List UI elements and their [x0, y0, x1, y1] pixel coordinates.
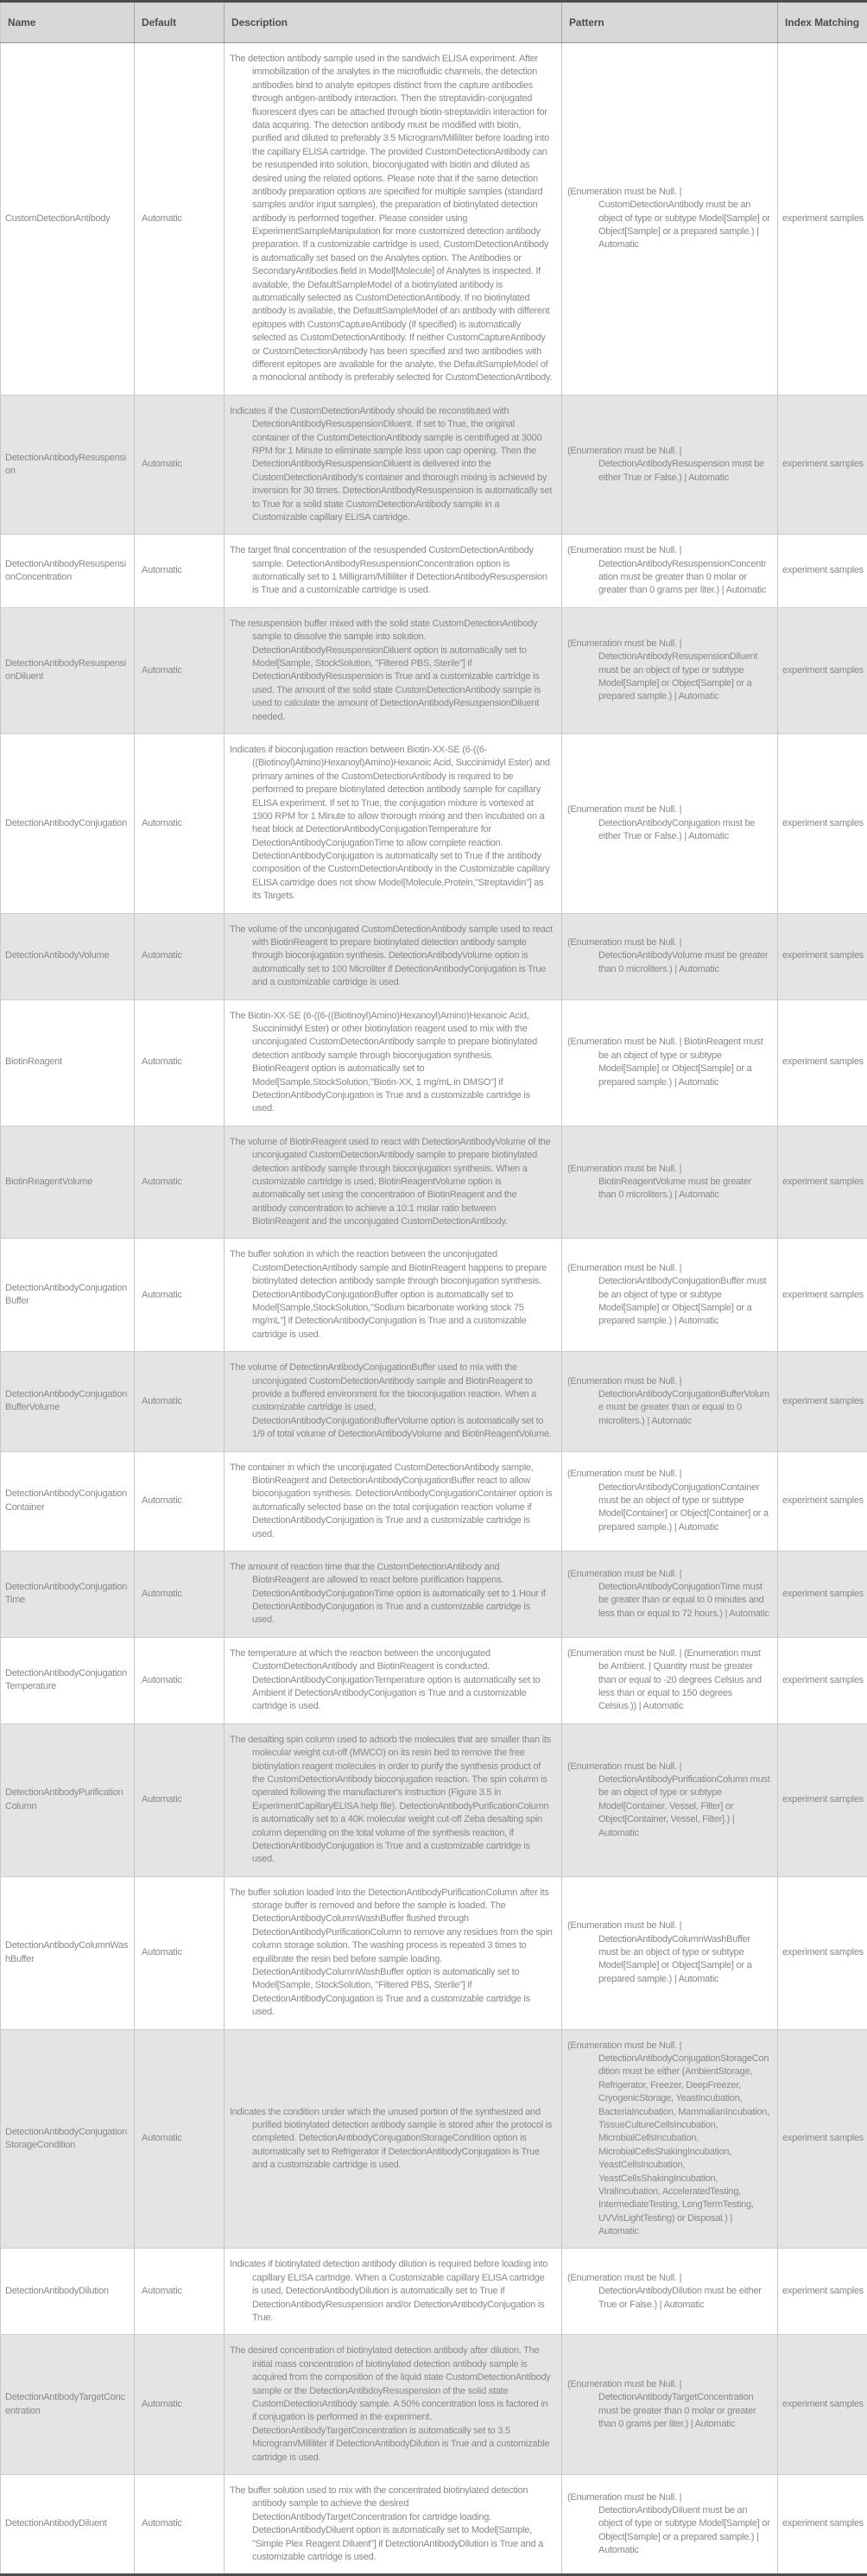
option-name: DetectionAntibodyConjugationBufferVolume: [1, 1352, 135, 1451]
option-default: Automatic: [135, 395, 225, 535]
option-index-matching: experiment samples: [778, 1239, 867, 1352]
option-index-matching: experiment samples: [778, 1637, 867, 1723]
option-name: DetectionAntibodyConjugationBuffer: [1, 1239, 135, 1352]
option-default: Automatic: [135, 733, 225, 913]
option-name: DetectionAntibodyConjugation: [1, 733, 135, 913]
option-pattern: (Enumeration must be Null. | DetectionAntibodyConjugationStorageCondition must be either (AmbientStorage, Refrigerator, Freezer, DeepFreezer, CryogenicStorage, YeastIncubation, BacteriaIncubation, MammalianIncubation, TissueCultureCellsIncubation, MicrobialCellsIncubation, MicrobialCellsShakingIncubation, YeastCellsIncubation, YeastCellsShakingIncubation, ViralIncubation, AcceleratedTesting, IntermediateTesting, LongTermTesting, UVVisLightTesting) or Disposal.) | Automatic: [562, 2029, 778, 2249]
option-default: Automatic: [135, 2335, 225, 2475]
option-pattern: (Enumeration must be Null. | DetectionAntibodyConjugationBuffer must be an object of type or subtype Model[Sample] or Object[Sample] or a prepared sample.) | Automatic: [562, 1239, 778, 1352]
option-pattern: (Enumeration must be Null. | BiotinReagent must be an object of type or subtype Model[Sample] or Object[Sample] or a prepared sample.) | Automatic: [562, 999, 778, 1126]
option-default: Automatic: [135, 1723, 225, 1876]
option-name: BiotinReagent: [1, 999, 135, 1126]
option-index-matching: experiment samples: [778, 733, 867, 913]
option-default: Automatic: [135, 999, 225, 1126]
option-description: The temperature at which the reaction between the unconjugated CustomDetectionAntibody and BiotinReagent is conducted. DetectionAntibodyConjugationTemperature option is automatically set to Ambient if DetectionAntibodyConjugation is True and a customizable cartridge is used.: [225, 1637, 562, 1723]
table-row: [1, 2474, 867, 2574]
option-index-matching: experiment samples: [778, 1876, 867, 2029]
option-pattern: (Enumeration must be Null. | DetectionAntibodyResuspensionConcentration must be greater than 0 molar or greater than 0 grams per liter.) | Automatic: [562, 535, 778, 608]
table-row: [1, 607, 867, 733]
column-header-default: Default: [135, 2, 225, 43]
option-default: Automatic: [135, 607, 225, 733]
table-row: [1, 1239, 867, 1352]
option-name: CustomDetectionAntibody: [1, 43, 135, 396]
option-pattern: (Enumeration must be Null. | DetectionAntibodyResuspensionDiluent must be an object of type or subtype Model[Sample] or Object[Sample] or a prepared sample.) | Automatic: [562, 607, 778, 733]
option-default: Automatic: [135, 1637, 225, 1723]
option-default: Automatic: [135, 1239, 225, 1352]
option-pattern: (Enumeration must be Null. | DetectionAntibodyConjugationTime must be greater than or equal to 0 minutes and less than or equal to 72 hours.) | Automatic: [562, 1551, 778, 1637]
option-description: Indicates the condition under which the unused portion of the synthesized and purified biotinylated detection antibody sample is stored after the protocol is completed. DetectionAntibodyConjugationStorageCondition option is automatically set to Refrigerator if DetectionAntibodyConjugation is True and a customizable cartridge is used.: [225, 2029, 562, 2249]
option-name: DetectionAntibodyResuspensionConcentration: [1, 535, 135, 608]
option-pattern: (Enumeration must be Null. | DetectionAntibodyDiluent must be an object of type or subtype Model[Sample] or Object[Sample] or a prepared sample.) | Automatic: [562, 2474, 778, 2574]
option-name: DetectionAntibodyConjugationTime: [1, 1551, 135, 1637]
option-index-matching: experiment samples: [778, 1352, 867, 1451]
column-header-index-matching: Index Matching: [778, 2, 867, 43]
option-name: DetectionAntibodyResuspension: [1, 395, 135, 535]
option-default: Automatic: [135, 1876, 225, 2029]
option-name: DetectionAntibodyDiluent: [1, 2474, 135, 2574]
option-default: Automatic: [135, 1551, 225, 1637]
option-index-matching: experiment samples: [778, 2249, 867, 2335]
option-pattern: (Enumeration must be Null. | BiotinReagentVolume must be greater than 0 microliters.) | Automatic: [562, 1126, 778, 1239]
option-name: DetectionAntibodyDilution: [1, 2249, 135, 2335]
option-index-matching: experiment samples: [778, 2029, 867, 2249]
option-index-matching: experiment samples: [778, 913, 867, 999]
table-row: [1, 1551, 867, 1637]
table-row: [1, 535, 867, 608]
table-row: [1, 1126, 867, 1239]
option-description: The volume of the unconjugated CustomDetectionAntibody sample used to react with BiotinReagent to prepare biotinylated detection antibody sample through bioconjugation synthesis. DetectionAntibodyVolume option is automatically set to 100 Microliter if DetectionAntibodyConjugation is True and a customizable cartridge is used.: [225, 913, 562, 999]
option-name: DetectionAntibodyConjugationTemperature: [1, 1637, 135, 1723]
option-pattern: (Enumeration must be Null. | DetectionAntibodyResuspension must be either True or False.) | Automatic: [562, 395, 778, 535]
table-row: [1, 395, 867, 535]
option-index-matching: experiment samples: [778, 1126, 867, 1239]
table-row: [1, 999, 867, 1126]
option-description: The detection antibody sample used in the sandwich ELISA experiment. After immobilization of the analytes in the microfluidic channels, the detection antibodies bind to analyte epitopes distinct from the capture antibodies through antigen-antibody interaction. Then the streptavidin-conjugated fluorescent dyes can be attached through biotin-streptavidin interaction for data acquiring. The detection antibody must be modified with biotin, purified and diluted to preferably 3.5 Microgram/Milliliter before loading into the capillary ELISA cartridge. The provided CustomDetectionAntibody can be resuspended into solution, bioconjugated with biotin and diluted as desired using the related options. Please note that if the same detection antibody preparation options are specified for multiple samples (standard samples and/or input samples), the preparation of biotinylated detection antibody is performed together. Please consider using ExperimentSampleManipulation for more customized detection antibody preparation. If a customizable cartridge is used, CustomDetectionAntibody is automatically set based on the Analytes option. The Antibodies or SecondaryAntibodies field in Model[Molecule] of Analytes is inspected. If available, the DefaultSampleModel of a biotinylated antibody is automatically selected as CustomDetectionAntibody. If no biotinylated antibody is available, the DefaultSampleModel of an antibody with different epitopes with CustomCaptureAntibody (if specified) is automatically selected as CustomDetectionAntibody. If neither CustomCaptureAntibody or CustomDetectionAntibody has been specified and two antibodies with different epitopes are available for the analyte, the DefaultSampleModel of a monoclonal antibody is preferably selected for CustomDetectionAntibody.: [225, 43, 562, 396]
option-pattern: (Enumeration must be Null. | DetectionAntibodyVolume must be greater than 0 microliters.) | Automatic: [562, 913, 778, 999]
column-header-pattern: Pattern: [562, 2, 778, 43]
option-name: DetectionAntibodyTargetConcentration: [1, 2335, 135, 2475]
option-default: Automatic: [135, 1352, 225, 1451]
option-default: Automatic: [135, 2249, 225, 2335]
option-description: The buffer solution used to mix with the concentrated biotinylated detection antibody sample to achieve the desired DetectionAntibodyTargetConcentration for cartridge loading. DetectionAntibodyDiluent option is automatically set to Model[Sample, "Simple Plex Reagent Diluent"] if DetectionAntibodyDilution is True and a customizable cartridge is used.: [225, 2474, 562, 2574]
table-row: [1, 2335, 867, 2475]
option-pattern: (Enumeration must be Null. | CustomDetectionAntibody must be an object of type or subtype Model[Sample] or Object[Sample] or a prepared sample.) | Automatic: [562, 43, 778, 396]
table-row: [1, 1723, 867, 1876]
column-header-name: Name: [1, 2, 135, 43]
option-pattern: (Enumeration must be Null. | (Enumeration must be Ambient. | Quantity must be greater than or equal to -20 degrees Celsius and less than or equal to 150 degrees Celsius.)) | Automatic: [562, 1637, 778, 1723]
option-description: Indicates if bioconjugation reaction between Biotin-XX-SE (6-((6-((Biotinoyl)Amino)Hexanoyl)Amino)Hexanoic Acid, Succinimidyl Ester) and primary amines of the CustomDetectionAntibody is required to be performed to prepare biotinylated detection antibody sample for capillary ELISA experiment. If set to True, the conjugation mixture is vortexed at 1900 RPM for 1 Minute to allow thorough mixing and then incubated on a heat block at DetectionAntibodyConjugationTemperature for DetectionAntibodyConjugationTime to allow complete reaction. DetectionAntibodyConjugation is automatically set to True if the antibody composition of the CustomDetectionAntibody in the Customizable capillary ELISA cartridge does not show Model[Molecule,Protein,"Streptavidin"] as its Targets.: [225, 733, 562, 913]
table-row: [1, 913, 867, 999]
option-default: Automatic: [135, 913, 225, 999]
option-default: Automatic: [135, 43, 225, 396]
option-description: The desalting spin column used to adsorb the molecules that are smaller than its molecular weight cut-off (MWCO) on its resin bed to remove the free biotinylation reagent molecules in order to purify the synthesis product of the CustomDetectionAntibody bioconjugation reaction. The spin column is operated following the manufacturer's instruction (Figure 3.5 in ExperimentCapillaryELISA help file). DetectionAntibodyPurificationColumn is automatically set to a 40K molecular weight cut-off Zeba desalting spin column depending on the total volume of the synthesis reaction, if DetectionAntibodyConjugation is True and a customizable cartridge is used.: [225, 1723, 562, 1876]
option-name: DetectionAntibodyConjugationStorageCondition: [1, 2029, 135, 2249]
table-row: [1, 1876, 867, 2029]
option-pattern: (Enumeration must be Null. | DetectionAntibodyPurificationColumn must be an object of type or subtype Model[Container, Vessel, Filter] or Object[Container, Vessel, Filter].) | Automatic: [562, 1723, 778, 1876]
option-index-matching: experiment samples: [778, 2474, 867, 2574]
option-index-matching: experiment samples: [778, 1451, 867, 1551]
option-default: Automatic: [135, 2029, 225, 2249]
option-description: The resuspension buffer mixed with the solid state CustomDetectionAntibody sample to dissolve the sample into solution. DetectionAntibodyResuspensionDiluent option is automatically set to Model[Sample, StockSolution, "Filtered PBS, Sterile"] if DetectionAntibodyResuspension is True and a customizable cartridge is used. The amount of the solid state CustomDetectionAntibody sample is used to calculate the amount of DetectionAntibodyResuspensionDiluent needed.: [225, 607, 562, 733]
option-index-matching: experiment samples: [778, 2335, 867, 2475]
table-header-row: [1, 2, 867, 43]
option-description: The container in which the unconjugated CustomDetectionAntibody sample, BiotinReagent and DetectionAntibodyConjugationBuffer react to allow bioconjugation synthesis. DetectionAntibodyConjugationContainer option is automatically selected base on the total conjugation reaction volume if DetectionAntibodyConjugation is True and a customizable cartridge is used.: [225, 1451, 562, 1551]
option-description: Indicates if the CustomDetectionAntibody should be reconstituted with DetectionAntibodyResuspensionDiluent. If set to True, the original container of the CustomDetectionAntibody sample is centrifuged at 3000 RPM for 1 Minute to eliminate sample loss upon cap opening. Then the DetectionAntibodyResuspensionDiluent is delivered into the CustomDetectionAntibody's container and thorough mixing is achieved by inversion for 30 times. DetectionAntibodyResuspension is automatically set to True for a solid state CustomDetectionAntibody sample in a Customizable capillary ELISA cartridge.: [225, 395, 562, 535]
option-pattern: (Enumeration must be Null. | DetectionAntibodyColumnWashBuffer must be an object of type or subtype Model[Sample] or Object[Sample] or a prepared sample.) | Automatic: [562, 1876, 778, 2029]
column-header-description: Description: [225, 2, 562, 43]
option-name: DetectionAntibodyColumnWashBuffer: [1, 1876, 135, 2029]
option-description: The desired concentration of biotinylated detection antibody after dilution. The initial mass concentration of biotinylated detection antibody sample is acquired from the composition of the liquid state CustomDetectionAntibody sample or the DetectionAntibdoyResuspension of the solid state CustomDetectionAntibody sample. A 50% concentration loss is factored in if conjugation is performed in the experiment. DetectionAntibodyTargetConcentration is automatically set to 3.5 Microgram/Milliliter if DetectionAntibodyDilution is True and a customizable cartridge is used.: [225, 2335, 562, 2475]
option-description: The target final concentration of the resuspended CustomDetectionAntibody sample. DetectionAntibodyResuspensionConcentration option is automatically set to 1 Milligram/Milliliter if DetectionAntibodyResuspension is True and a customizable cartridge is used.: [225, 535, 562, 608]
option-default: Automatic: [135, 1126, 225, 1239]
table-row: [1, 2249, 867, 2335]
table-row: [1, 1451, 867, 1551]
option-pattern: (Enumeration must be Null. | DetectionAntibodyTargetConcentration must be greater than 0 molar or greater than 0 grams per liter.) | Automatic: [562, 2335, 778, 2475]
option-description: The volume of BiotinReagent used to react with DetectionAntibodyVolume of the unconjugated CustomDetectionAntibody sample to prepare biotinylated detection antibody sample through bioconjugation synthesis. When a customizable cartridge is used, BiotinReagentVolume option is automatically set using the concentration of BiotinReagent and the antibody concentration to achieve a 10:1 molar ratio between BiotinReagent and the unconjugated CustomDetectionAntibody.: [225, 1126, 562, 1239]
table-row: [1, 2029, 867, 2249]
option-pattern: (Enumeration must be Null. | DetectionAntibodyConjugationContainer must be an object of type or subtype Model[Container] or Object[Container] or a prepared sample.) | Automatic: [562, 1451, 778, 1551]
table-row: [1, 1637, 867, 1723]
option-index-matching: experiment samples: [778, 535, 867, 608]
option-description: The buffer solution loaded into the DetectionAntibodyPurificationColumn after its storage buffer is removed and before the sample is loaded. The DetectionAntibodyColumnWashBuffer flushed through DetectionAntibodyPurificationColumn to remove any residues from the spin column storage solution. The washing process is repeated 3 times to equilibrate the resin bed before sample loading. DetectionAntibodyColumnWashBuffer option is automatically set to Model[Sample, StockSolution, "Filtered PBS, Sterile"] if DetectionAntibodyConjugation is True and a customizable cartridge is used.: [225, 1876, 562, 2029]
table-row: [1, 733, 867, 913]
option-name: DetectionAntibodyVolume: [1, 913, 135, 999]
option-name: DetectionAntibodyPurificationColumn: [1, 1723, 135, 1876]
table-row: [1, 43, 867, 396]
option-index-matching: experiment samples: [778, 43, 867, 396]
table-row: [1, 1352, 867, 1451]
option-name: DetectionAntibodyConjugationContainer: [1, 1451, 135, 1551]
option-default: Automatic: [135, 2474, 225, 2574]
option-pattern: (Enumeration must be Null. | DetectionAntibodyDilution must be either True or False.) | Automatic: [562, 2249, 778, 2335]
option-pattern: (Enumeration must be Null. | DetectionAntibodyConjugation must be either True or False.) | Automatic: [562, 733, 778, 913]
option-index-matching: experiment samples: [778, 1723, 867, 1876]
option-name: BiotinReagentVolume: [1, 1126, 135, 1239]
option-description: The amount of reaction time that the CustomDetectionAntibody and BiotinReagent are allowed to react before purification happens. DetectionAntibodyConjugationTime option is automatically set to 1 Hour if DetectionAntibodyConjugation is True and a customizable cartridge is used.: [225, 1551, 562, 1637]
option-index-matching: experiment samples: [778, 999, 867, 1126]
option-default: Automatic: [135, 535, 225, 608]
option-name: DetectionAntibodyResuspensionDiluent: [1, 607, 135, 733]
option-index-matching: experiment samples: [778, 395, 867, 535]
option-description: The volume of DetectionAntibodyConjugationBuffer used to mix with the unconjugated CustomDetectionAntibody sample and BiotinReagent to provide a buffered environment for the bioconjugation reaction. When a customizable cartridge is used, DetectionAntibodyConjugationBufferVolume option is automatically set to 1/9 of total volume of DetectionAntibodyVolume and BiotinReagentVolume.: [225, 1352, 562, 1451]
option-default: Automatic: [135, 1451, 225, 1551]
option-index-matching: experiment samples: [778, 607, 867, 733]
option-description: Indicates if biotinylated detection antibody dilution is required before loading into capillary ELISA cartridge. When a Customizable capillary ELISA cartridge is used, DetectionAntibodyDilution is automatically set to True if DetectionAntibodyResuspension and/or DetectionAntibodyConjugation is True.: [225, 2249, 562, 2335]
option-index-matching: experiment samples: [778, 1551, 867, 1637]
option-description: The Biotin-XX-SE (6-((6-((Biotinoyl)Amino)Hexanoyl)Amino)Hexanoic Acid, Succinimidyl Ester) or other biotinylation reagent used to mix with the unconjugated CustomDetectionAntibody sample to prepare biotinylated detection antibody sample through bioconjugation synthesis. BiotinReagent option is automatically set to Model[Sample,StockSolution,"Biotin-XX, 1 mg/mL in DMSO"] if DetectionAntibodyConjugation is True and a customizable cartridge is used.: [225, 999, 562, 1126]
option-description: The buffer solution in which the reaction between the unconjugated CustomDetectionAntibody sample and BiotinReagent happens to prepare biotinylated detection antibody sample through bioconjugation synthesis. DetectionAntibodyConjugationBuffer option is automatically set to Model[Sample,StockSolution,"Sodium bicarbonate working stock 75 mg/mL"] if DetectionAntibodyConjugation is True and a customizable cartridge is used.: [225, 1239, 562, 1352]
option-pattern: (Enumeration must be Null. | DetectionAntibodyConjugationBufferVolume must be greater than or equal to 0 microliters.) | Automatic: [562, 1352, 778, 1451]
